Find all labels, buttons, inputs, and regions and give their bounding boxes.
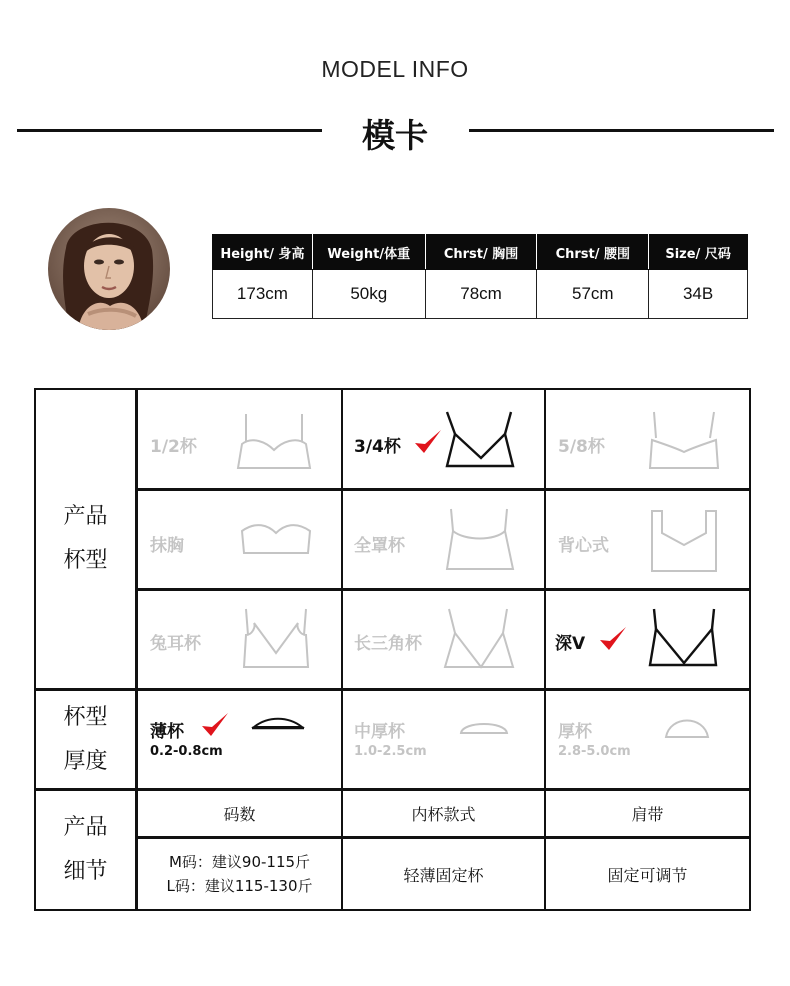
thin-pad-icon [250,717,306,733]
cup-option-label: 5/8杯 [558,437,605,457]
vest-style-icon [646,505,722,577]
model-measurements-table [212,234,748,319]
cup-option-label: 全罩杯 [354,536,405,556]
details-header-strap: 肩带 [546,791,749,836]
cup-option-label: 背心式 [558,536,609,556]
size-header: Size/ 尺码 [649,235,748,270]
cup-type-row-label: 产品 杯型 [36,390,135,688]
details-header-size: 码数 [138,791,341,836]
cup-option-label: 3/4杯 [354,437,401,457]
model-info-eyebrow: MODEL INFO [321,56,469,82]
bunny-ear-cup-icon [236,605,316,675]
cup-option-label: 兔耳杯 [150,634,201,654]
thickness-range: 2.8-5.0cm [558,744,631,759]
cup-option-three-quarter [343,390,544,488]
thickness-range: 0.2-0.8cm [150,744,223,759]
cup-option-bunny-ear [138,591,341,688]
model-avatar [48,208,170,330]
size-line-l: L码：建议115-130斤 [166,877,313,895]
page-title: 模卡 [362,116,428,155]
cup-option-label: 深V [555,634,586,654]
weight-header: Weight/体重 [312,235,425,270]
thickness-range: 1.0-2.5cm [354,744,427,759]
waist-header: Chrst/ 腰围 [537,235,649,270]
thickness-option-medium [343,691,544,788]
deep-v-icon [644,605,724,675]
bandeau-icon [238,519,314,559]
cup-option-half [138,390,341,488]
selected-check-icon [413,428,443,456]
medium-pad-icon [457,719,511,737]
details-inner-cup-value: 轻薄固定杯 [343,839,544,909]
bust-value: 78cm [425,270,537,319]
three-quarter-cup-icon [441,408,521,478]
thick-pad-icon [662,715,712,741]
cup-option-vest [546,491,749,588]
selected-check-icon [200,711,230,739]
measurements-header-row [213,235,748,270]
full-cup-icon [441,505,521,577]
bust-header: Chrst/ 胸围 [425,235,537,270]
long-triangle-cup-icon [441,605,521,675]
details-strap-value: 固定可调节 [546,839,749,909]
size-value: 34B [649,270,748,319]
thickness-row-label: 杯型 厚度 [36,691,135,788]
title-rule-right [469,129,774,132]
thickness-option-thin [138,691,341,788]
details-size-recommendation [138,839,341,909]
cup-option-label: 长三角杯 [354,634,422,654]
thickness-option-label: 中厚杯 [354,722,405,742]
details-header-inner-cup: 内杯款式 [343,791,544,836]
waist-value: 57cm [537,270,649,319]
cup-option-five-eighth [546,390,749,488]
thickness-option-label: 薄杯 [150,722,184,742]
cup-option-label: 1/2杯 [150,437,197,457]
half-cup-icon [234,410,314,476]
height-value: 173cm [213,270,313,319]
thickness-option-label: 厚杯 [558,722,592,742]
cup-option-bandeau [138,491,341,588]
five-eighth-cup-icon [644,410,724,476]
cup-option-long-triangle [343,591,544,688]
product-spec-grid [34,388,751,911]
thickness-option-thick [546,691,749,788]
weight-value: 50kg [312,270,425,319]
measurements-value-row [213,270,748,319]
height-header: Height/ 身高 [213,235,313,270]
cup-option-deep-v [546,591,749,688]
cup-option-full [343,491,544,588]
details-row-label: 产品 细节 [36,791,135,909]
selected-check-icon [598,625,628,653]
cup-option-label: 抹胸 [150,536,184,556]
size-line-m: M码：建议90-115斤 [168,853,311,871]
